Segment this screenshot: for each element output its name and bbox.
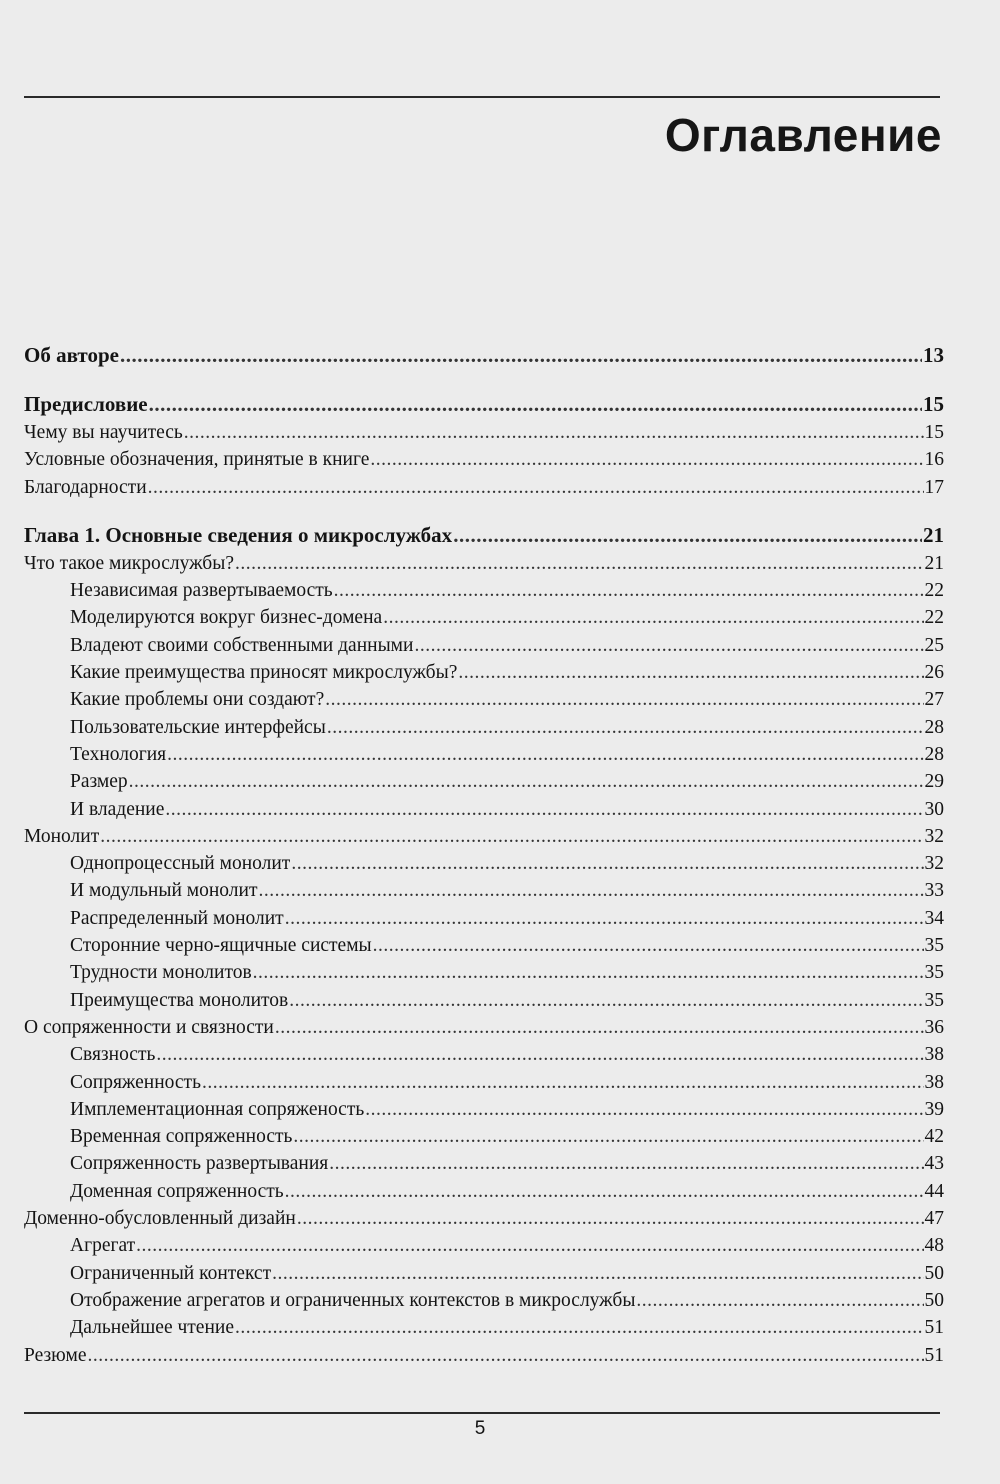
toc-entry-page: 44 (924, 1180, 944, 1202)
toc-entry-title: Однопроцессный монолит (70, 853, 291, 875)
toc-entry (24, 768, 944, 795)
toc-entry (24, 659, 944, 686)
toc-entry (24, 1069, 944, 1096)
dot-leader (334, 577, 924, 604)
toc-entry-page: 25 (924, 634, 944, 656)
dot-leader (297, 1205, 924, 1232)
toc-entry (24, 1314, 944, 1341)
toc-entry-page: 28 (924, 743, 944, 765)
toc-entry-title: Глава 1. Основные сведения о микрослужбах (24, 522, 453, 547)
dot-leader (129, 768, 924, 795)
toc-entry-title: Связность (70, 1044, 156, 1066)
toc-entry-title: Сопряженность (70, 1071, 201, 1093)
toc-entry (24, 520, 944, 550)
toc-entry-page: 22 (924, 607, 944, 629)
toc-entry-page: 16 (924, 449, 944, 471)
dot-leader (253, 959, 924, 986)
toc-entry (24, 905, 944, 932)
toc-entry-title: Предисловие (24, 392, 148, 416)
toc-entry-title: Независимая развертываемость (70, 580, 333, 602)
dot-leader (149, 389, 922, 419)
toc-entry-page: 47 (924, 1208, 944, 1230)
dot-leader (272, 1260, 923, 1287)
toc-entry (24, 959, 944, 986)
toc-entry-title: Размер (70, 771, 128, 793)
toc-entry (24, 389, 944, 419)
toc-entry-page: 15 (923, 392, 944, 416)
dot-leader (329, 1150, 923, 1177)
toc-entry (24, 1260, 944, 1287)
toc-entry (24, 1150, 944, 1177)
page-title: Оглавление (664, 109, 942, 161)
toc-entry-title: Резюме (24, 1344, 87, 1366)
toc-entry-page: 29 (924, 771, 944, 793)
toc-entry (24, 550, 944, 577)
dot-leader (167, 741, 923, 768)
toc-entry-page: 43 (924, 1153, 944, 1175)
dot-leader (285, 905, 924, 932)
toc-entry (24, 1041, 944, 1068)
toc-entry-page: 42 (924, 1126, 944, 1148)
dot-leader (258, 877, 923, 904)
table-of-contents (24, 340, 944, 1369)
dot-leader (136, 1232, 923, 1259)
toc-entry (24, 1287, 944, 1314)
dot-leader (458, 659, 923, 686)
toc-entry-title: О сопряженности и связности (24, 1016, 274, 1038)
toc-entry (24, 850, 944, 877)
toc-entry-title: Технология (70, 743, 167, 765)
dot-leader (636, 1287, 923, 1314)
header-rule (24, 96, 940, 98)
toc-entry (24, 419, 944, 446)
dot-leader (88, 1342, 924, 1369)
toc-entry (24, 474, 944, 501)
toc-entry-page: 32 (924, 853, 944, 875)
toc-entry-page: 32 (924, 825, 944, 847)
toc-entry-title: Пользовательские интерфейсы (70, 716, 326, 738)
toc-entry (24, 340, 944, 370)
dot-leader (365, 1096, 923, 1123)
dot-leader (327, 714, 924, 741)
page-number: 5 (474, 1418, 486, 1439)
dot-leader (285, 1178, 924, 1205)
toc-entry-page: 34 (924, 907, 944, 929)
toc-entry-title: И владение (70, 798, 165, 820)
toc-entry (24, 741, 944, 768)
toc-entry (24, 604, 944, 631)
dot-leader (275, 1014, 924, 1041)
toc-entry (24, 1178, 944, 1205)
dot-leader (120, 340, 922, 370)
dot-leader (293, 1123, 923, 1150)
dot-leader (291, 850, 923, 877)
toc-entry-page: 26 (924, 662, 944, 684)
toc-entry-page: 38 (924, 1071, 944, 1093)
dot-leader (202, 1069, 924, 1096)
toc-entry (24, 446, 944, 473)
toc-entry-page: 50 (924, 1262, 944, 1284)
toc-entry-title: Имплементационная сопряженость (70, 1098, 365, 1120)
toc-entry-title: Благодарности (24, 476, 147, 498)
toc-entry (24, 632, 944, 659)
dot-leader (414, 632, 923, 659)
toc-entry (24, 1014, 944, 1041)
toc-entry-page: 35 (924, 962, 944, 984)
toc-entry-title: Распределенный монолит (70, 907, 284, 929)
toc-entry-page: 28 (924, 716, 944, 738)
toc-entry (24, 987, 944, 1014)
dot-leader (156, 1041, 923, 1068)
toc-entry-title: Монолит (24, 825, 100, 847)
toc-entry-title: Какие преимущества приносят микрослужбы? (70, 662, 458, 684)
toc-entry-title: Об авторе (24, 343, 119, 367)
toc-entry (24, 796, 944, 823)
toc-entry-title: Отображение агрегатов и ограниченных контекстов в микрослужбы (70, 1289, 636, 1311)
toc-entry-title: Трудности монолитов (70, 962, 252, 984)
toc-entry-title: Какие проблемы они создают? (70, 689, 325, 711)
toc-entry-page: 13 (923, 343, 944, 367)
toc-entry (24, 1342, 944, 1369)
dot-leader (325, 686, 923, 713)
toc-entry (24, 686, 944, 713)
toc-entry-page: 35 (924, 935, 944, 957)
toc-entry-title: Владеют своими собственными данными (70, 634, 414, 656)
toc-entry-page: 21 (923, 522, 944, 547)
toc-entry-page: 15 (924, 422, 944, 443)
toc-entry-title: Ограниченный контекст (70, 1262, 272, 1284)
toc-entry-page: 30 (924, 798, 944, 820)
toc-entry-title: Что такое микрослужбы? (24, 552, 234, 574)
toc-entry-title: Сторонние черно-ящичные системы (70, 935, 372, 957)
toc-entry (24, 577, 944, 604)
footer-rule (24, 1412, 940, 1414)
toc-entry-page: 39 (924, 1098, 944, 1120)
toc-entry-title: Сопряженность развертывания (70, 1153, 329, 1175)
toc-entry-title: Дальнейшее чтение (70, 1317, 234, 1339)
dot-leader (289, 987, 923, 1014)
toc-entry-title: Моделируются вокруг бизнес-домена (70, 607, 383, 629)
toc-entry-title: Доменно-обусловленный дизайн (24, 1208, 296, 1230)
dot-leader (373, 932, 924, 959)
toc-entry-page: 36 (924, 1016, 944, 1038)
toc-entry (24, 932, 944, 959)
dot-leader (184, 419, 924, 446)
dot-leader (235, 1314, 924, 1341)
toc-entry-title: Чему вы научитесь (24, 422, 183, 443)
toc-entry (24, 1123, 944, 1150)
toc-entry (24, 714, 944, 741)
toc-entry-page: 33 (924, 880, 944, 902)
toc-entry-title: Доменная сопряженность (70, 1180, 284, 1202)
dot-leader (100, 823, 923, 850)
toc-entry (24, 877, 944, 904)
dot-leader (165, 796, 923, 823)
toc-entry-title: И модульный монолит (70, 880, 258, 902)
toc-entry (24, 1232, 944, 1259)
toc-entry-page: 38 (924, 1044, 944, 1066)
toc-entry-page: 17 (924, 476, 944, 498)
toc-entry-page: 50 (924, 1289, 944, 1311)
toc-entry-page: 48 (924, 1235, 944, 1257)
toc-entry (24, 1096, 944, 1123)
dot-leader (148, 474, 924, 501)
toc-entry (24, 823, 944, 850)
toc-entry-page: 22 (924, 580, 944, 602)
toc-entry-page: 51 (924, 1344, 944, 1366)
toc-entry-title: Временная сопряженность (70, 1126, 293, 1148)
dot-leader (235, 550, 924, 577)
toc-entry-page: 51 (924, 1317, 944, 1339)
toc-entry (24, 1205, 944, 1232)
toc-entry-title: Условные обозначения, принятые в книге (24, 449, 370, 471)
toc-entry-title: Преимущества монолитов (70, 989, 289, 1011)
toc-entry-title: Агрегат (70, 1235, 136, 1257)
toc-entry-page: 21 (924, 552, 944, 574)
toc-entry-page: 27 (924, 689, 944, 711)
dot-leader (453, 520, 922, 550)
dot-leader (370, 446, 923, 473)
toc-entry-page: 35 (924, 989, 944, 1011)
dot-leader (383, 604, 923, 631)
